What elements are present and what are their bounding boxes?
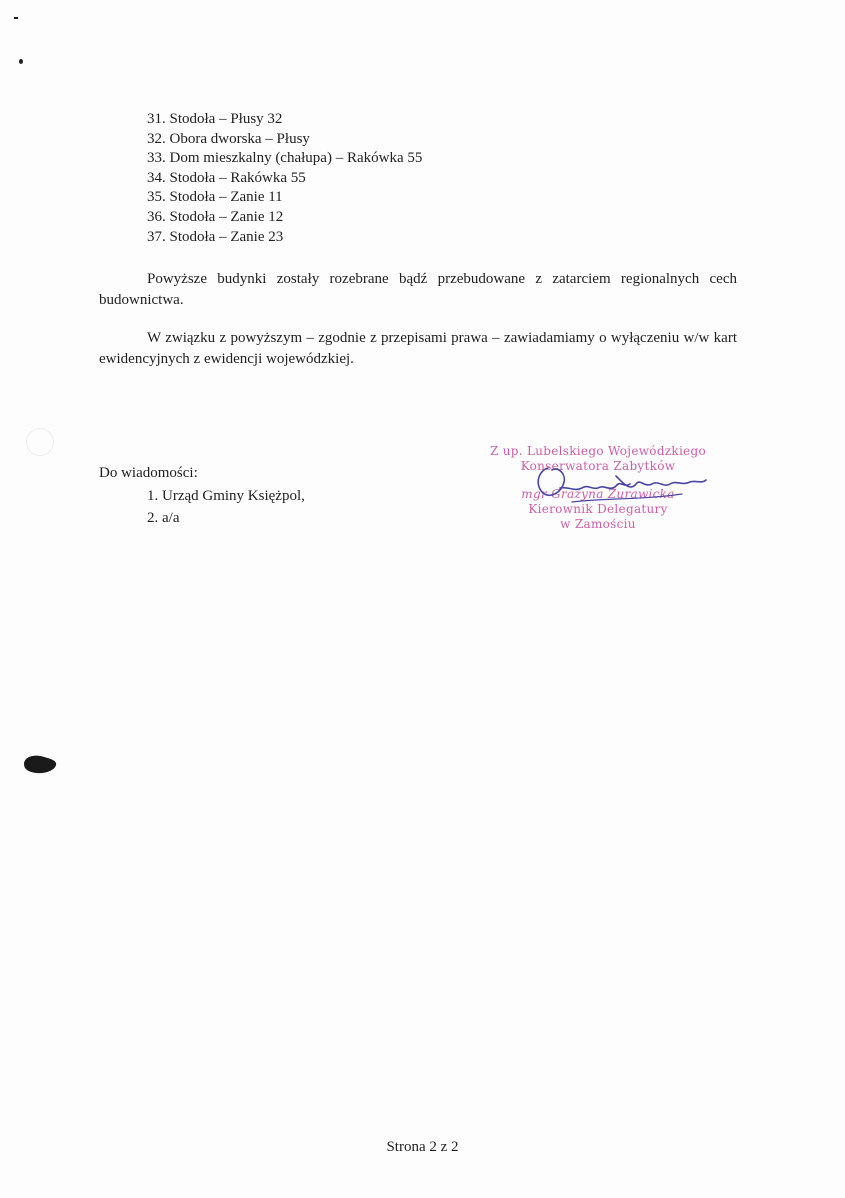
list-item: 33. Dom mieszkalny (chałupa) – Rakówka 55 [147,150,423,167]
scan-mark [14,17,18,19]
building-list [147,110,422,247]
cc-item: 1. Urząd Gminy Księżpol, [147,488,305,504]
paragraph-text: W związku z powyższym – zgodnie z przepisami prawa – zawiadamiamy o wyłączeniu w/w kart ewidencyjnych z ewidencji wojewódzkiej. [99,330,737,367]
punch-hole-mark [26,428,54,456]
list-item: 31. Stodoła – Płusy 32 [147,111,283,127]
stamp-line: Z up. Lubelskiego Wojewódzkiego [489,444,707,458]
list-item: 34. Stodoła – Rakówka 55 [147,169,306,186]
list-item: 37. Stodoła – Zanie 23 [147,228,284,245]
stamp-line: Konserwatora Zabytków [520,459,676,473]
cc-heading: Do wiadomości: [99,465,198,481]
stamp-line: Kierownik Delegatury [528,502,668,516]
handwritten-signature [512,462,712,508]
page-number: Strona 2 z 2 [386,1139,459,1155]
list-item: 35. Stodoła – Zanie 11 [147,189,283,206]
stamp-line: w Zamościu [560,517,636,531]
paragraph-text: Powyższe budynki zostały rozebrane bądź przebudowane z zatarciem regionalnych cech budownictwa. [99,271,737,308]
ink-blot-mark [22,753,58,775]
paragraph-demolition [99,269,737,311]
scan-mark [19,59,23,64]
list-item: 36. Stodoła – Zanie 12 [147,208,284,225]
paragraph-notice [99,328,737,370]
list-item: 32. Obora dworska – Płusy [147,130,310,147]
cc-list [147,485,305,529]
stamp-name: mgr Grażyna Żurawicka [521,487,675,501]
cc-item: 2. a/a [147,510,180,526]
